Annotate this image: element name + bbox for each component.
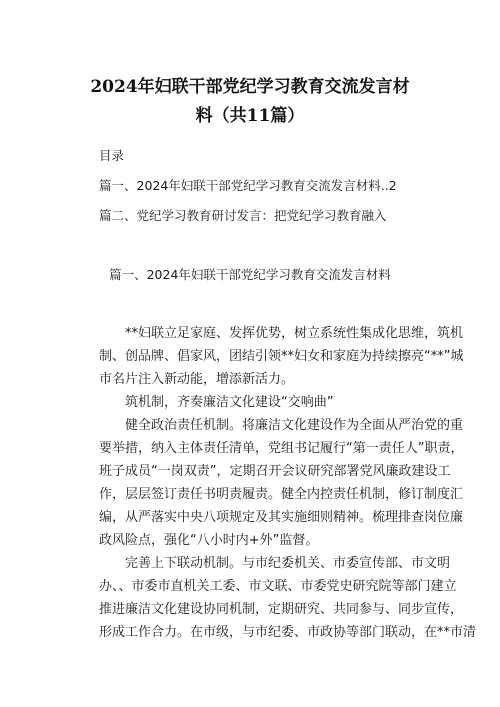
body-line: 班子成员“一岗双责”，定期召开会议研究部署党风廉政建设工 bbox=[99, 464, 451, 479]
body-line: 要举措，纳入主体责任清单，党组书记履行“第一责任人”职责， bbox=[99, 441, 464, 456]
section-title: 篇一、2024年妇联干部党纪学习教育交流发言材料 bbox=[109, 267, 391, 282]
toc-item-1[interactable]: 篇一、2024年妇联干部党纪学习教育交流发言材料..2 bbox=[99, 178, 397, 193]
body-line: 办、、市委市直机关工委、市文联、市委党史研究院等部门建立 bbox=[99, 579, 457, 594]
body-line: 政风险点，强化“八小时内+外”监督。 bbox=[99, 533, 319, 548]
document-title-line-2: 料（共11篇） bbox=[195, 106, 305, 126]
body-line: 市名片注入新动能，增添新活力。 bbox=[99, 372, 295, 387]
body-text bbox=[99, 322, 477, 644]
body-line: 完善上下联动机制。与市纪委机关、市委宣传部、市文明 bbox=[99, 556, 451, 571]
body-line: **妇联立足家庭、发挥优势，树立系统性集成化思维，筑机 bbox=[99, 326, 464, 341]
document-title-line-1: 2024年妇联干部党纪学习教育交流发言材 bbox=[90, 77, 410, 97]
body-line: 筑机制，齐奏廉洁文化建设“交响曲” bbox=[99, 395, 334, 410]
body-line: 作，层层签订责任书明责履责。健全内控责任机制，修订制度汇 bbox=[99, 487, 464, 502]
body-line: 推进廉洁文化建设协同机制，定期研究、共同参与、同步宣传， bbox=[99, 602, 464, 617]
toc-heading: 目录 bbox=[99, 148, 125, 163]
body-line: 形成工作合力。在市级，与市纪委、市政协等部门联动，在**市清 bbox=[99, 625, 477, 640]
toc-item-2[interactable]: 篇二、党纪学习教育研讨发言：把党纪学习教育融入 bbox=[99, 208, 387, 223]
body-line: 编，从严落实中央八项规定及其实施细则精神。梳理排查岗位廉 bbox=[99, 510, 464, 525]
body-line: 健全政治责任机制。将廉洁文化建设作为全面从严治党的重 bbox=[99, 418, 464, 433]
body-line: 制、创品牌、倡家风，团结引领**妇女和家庭为持续擦亮“**”城 bbox=[99, 349, 464, 364]
